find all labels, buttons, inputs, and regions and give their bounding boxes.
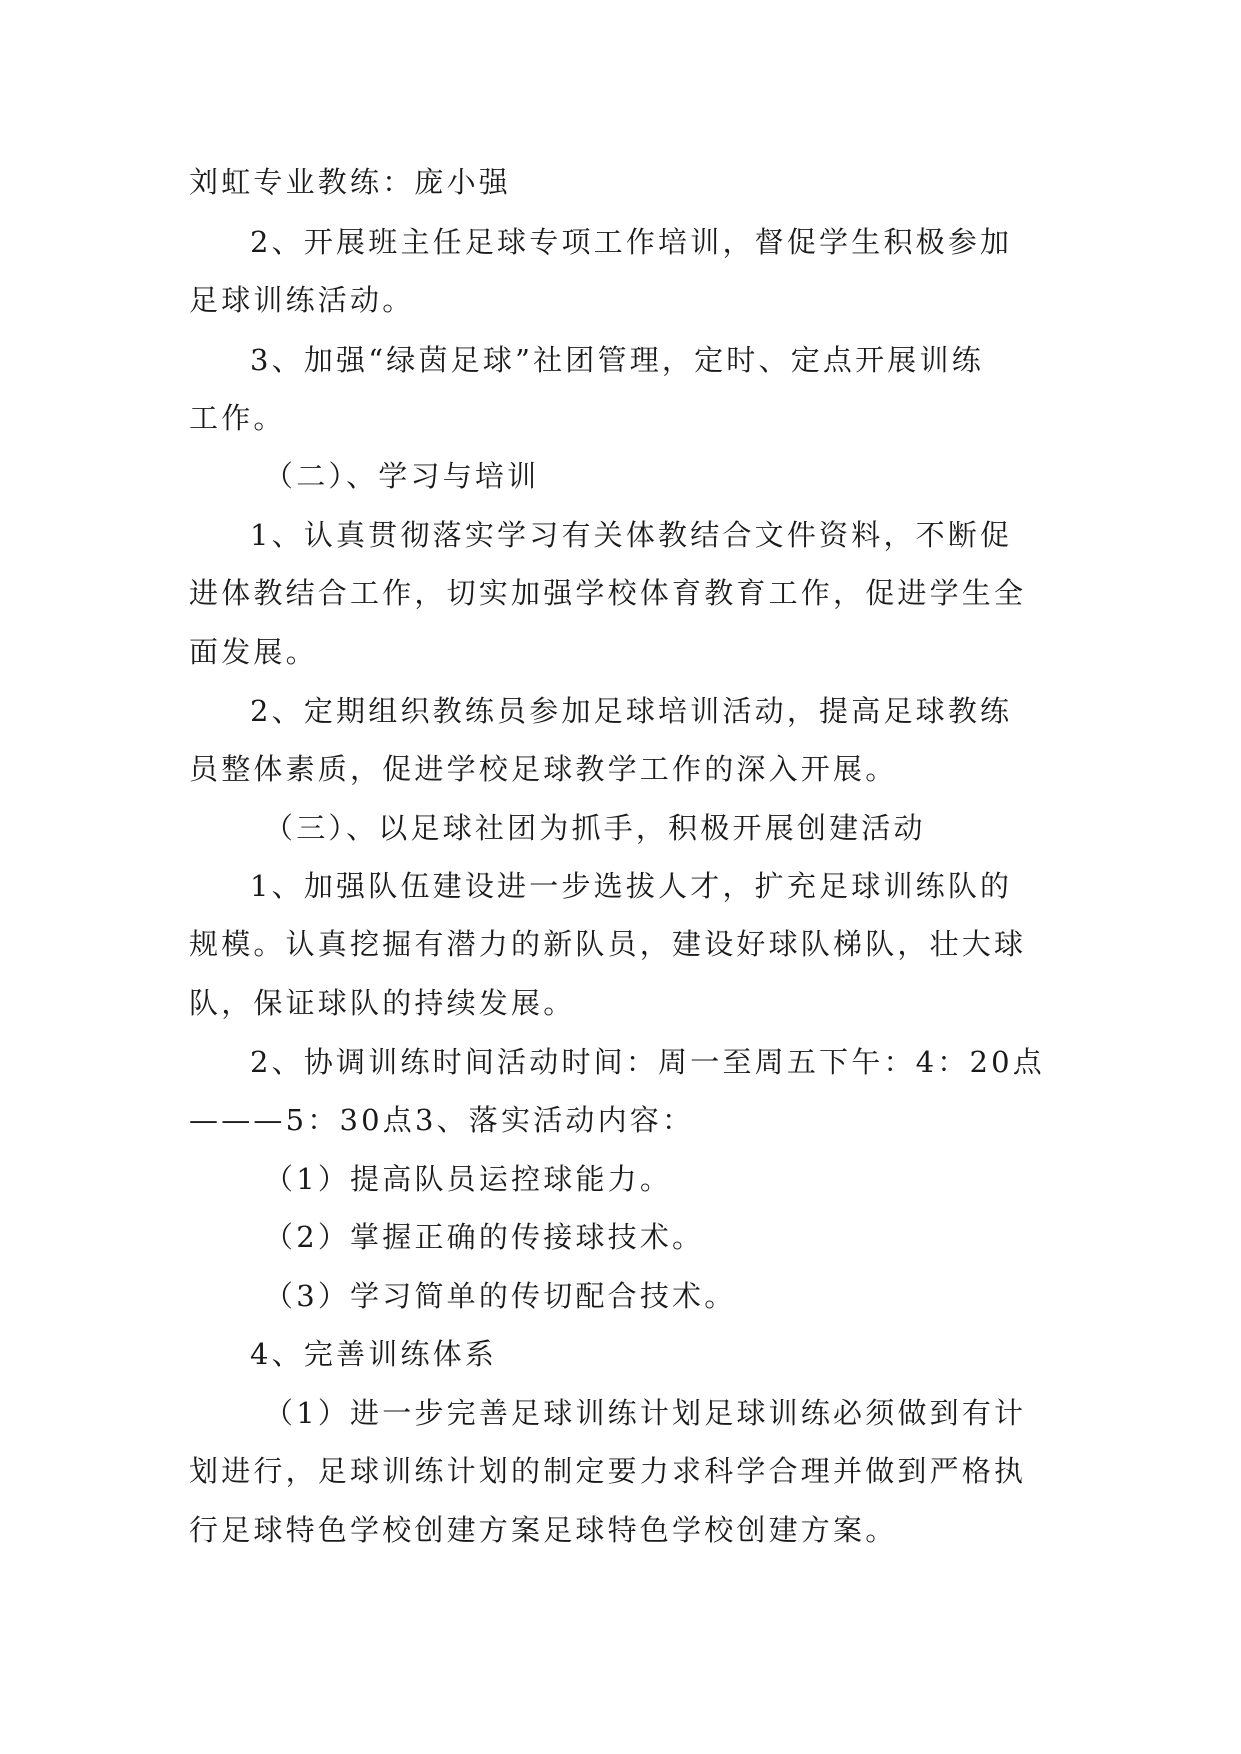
text-line: 刘虹专业教练：庞小强 bbox=[189, 165, 512, 199]
text-line: 员整体素质，促进学校足球教学工作的深入开展。 bbox=[189, 752, 898, 786]
paragraph-start: 4、完善训练体系 bbox=[250, 1337, 498, 1371]
list-item: （1）进一步完善足球训练计划足球训练必须做到有计 bbox=[264, 1396, 1027, 1430]
text-line: 面发展。 bbox=[189, 635, 318, 669]
list-item: （2）掌握正确的传接球技术。 bbox=[264, 1220, 705, 1254]
text-line: 进体教结合工作，切实加强学校体育教育工作，促进学生全 bbox=[189, 576, 1027, 610]
paragraph-start: 1、认真贯彻落实学习有关体教结合文件资料，不断促 bbox=[250, 518, 1013, 552]
section-heading: （三）、以足球社团为抓手，积极开展创建活动 bbox=[264, 811, 926, 845]
text-line: 足球训练活动。 bbox=[189, 283, 415, 317]
text-line: 规模。认真挖掘有潜力的新队员，建设好球队梯队，壮大球 bbox=[189, 927, 1027, 961]
paragraph-start: 2、开展班主任足球专项工作培训，督促学生积极参加 bbox=[250, 225, 1013, 259]
text-line: 行足球特色学校创建方案足球特色学校创建方案。 bbox=[189, 1513, 898, 1547]
list-item: （3）学习简单的传切配合技术。 bbox=[264, 1279, 737, 1313]
paragraph-start: 2、定期组织教练员参加足球培训活动，提高足球教练 bbox=[250, 694, 1013, 728]
section-heading: （二）、学习与培训 bbox=[264, 459, 540, 493]
text-line: 划进行，足球训练计划的制定要力求科学合理并做到严格执 bbox=[189, 1454, 1027, 1488]
text-line: ———5：30点3、落实活动内容： bbox=[189, 1103, 695, 1137]
list-item: （1）提高队员运控球能力。 bbox=[264, 1162, 673, 1196]
paragraph-start: 2、协调训练时间活动时间：周一至周五下午：4：20点 bbox=[250, 1045, 1046, 1079]
text-line: 队，保证球队的持续发展。 bbox=[189, 986, 576, 1020]
text-line: 工作。 bbox=[189, 401, 286, 435]
paragraph-start: 1、加强队伍建设进一步选拔人才，扩充足球训练队的 bbox=[250, 869, 1013, 903]
paragraph-start: 3、加强“绿茵足球”社团管理，定时、定点开展训练 bbox=[250, 343, 984, 377]
